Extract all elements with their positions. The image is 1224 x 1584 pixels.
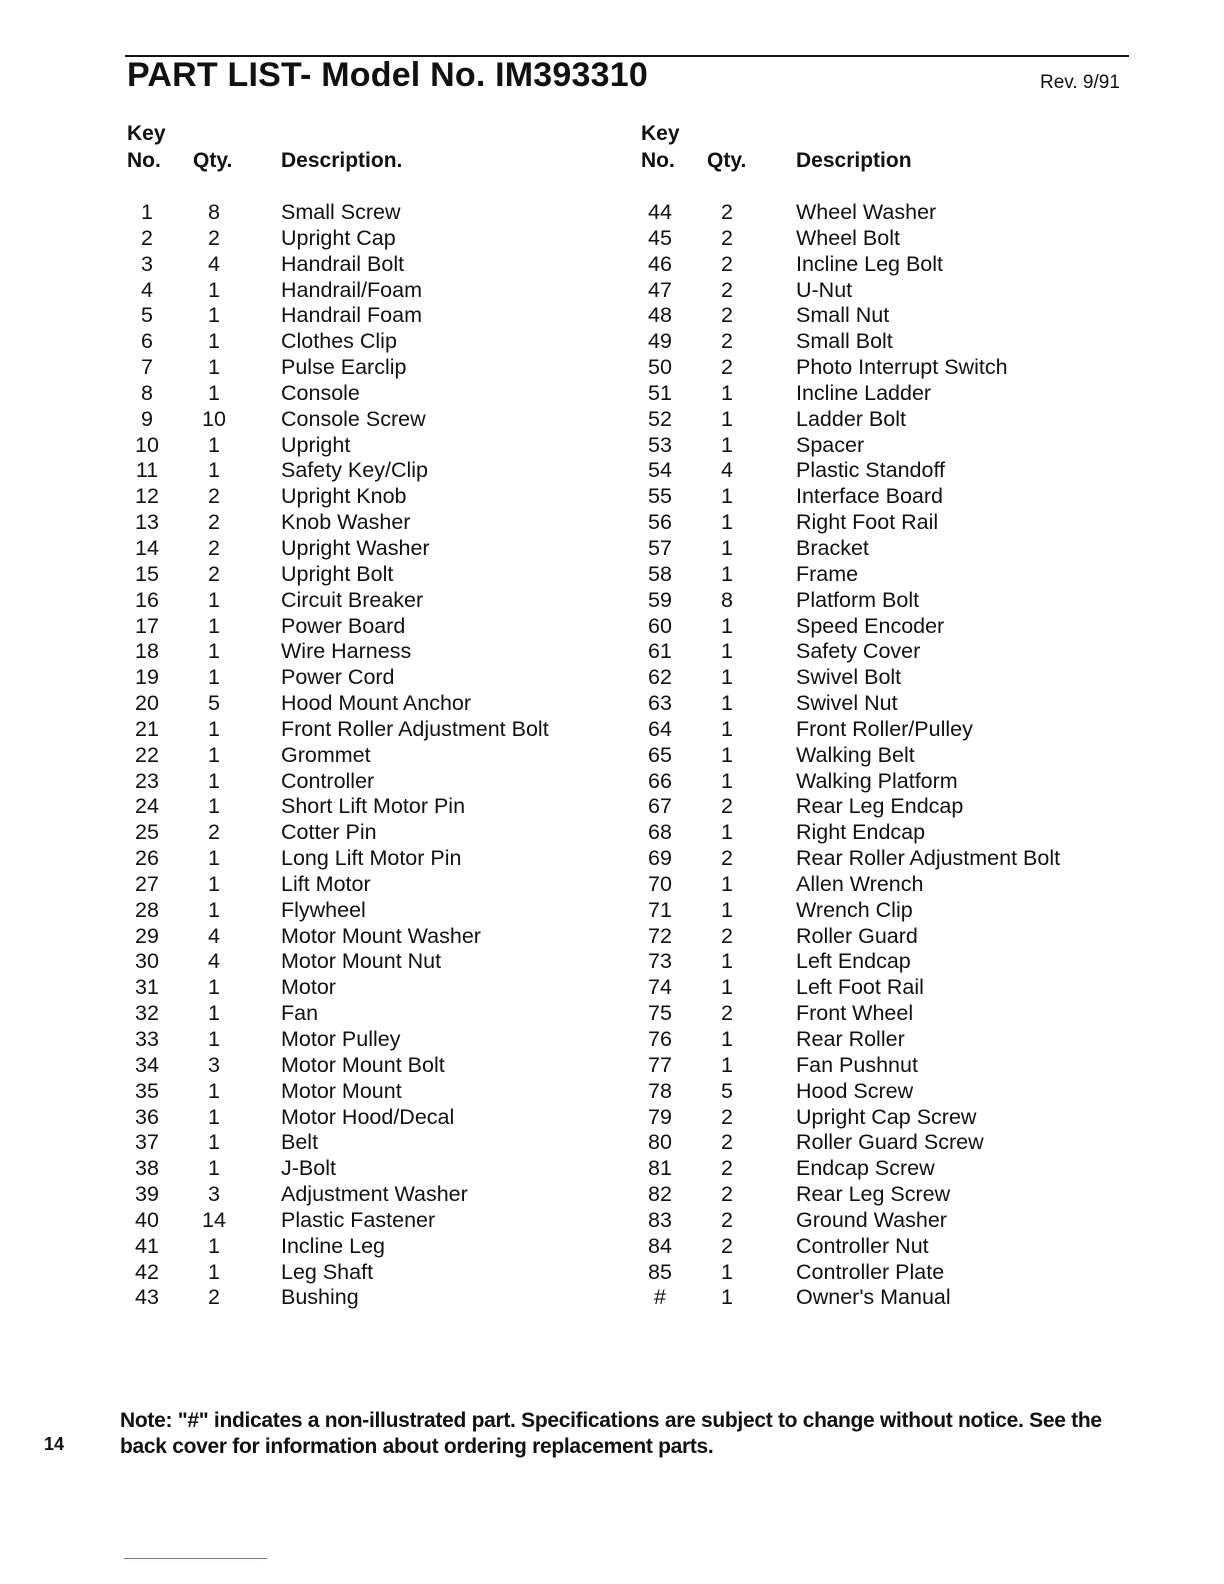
- part-key-no: 46: [648, 251, 672, 276]
- part-description: Motor Mount Nut: [281, 949, 442, 974]
- part-key-no: 38: [135, 1156, 159, 1181]
- part-description: Motor Mount Washer: [281, 923, 481, 948]
- part-key-no: 62: [648, 665, 672, 690]
- part-qty: 1: [208, 303, 220, 328]
- part-qty: 2: [208, 535, 220, 560]
- part-qty: 1: [721, 742, 733, 767]
- part-description: Upright Bolt: [281, 561, 394, 586]
- part-key-no: 31: [135, 975, 159, 1000]
- part-description: Swivel Nut: [796, 691, 898, 716]
- part-description: Hood Mount Anchor: [281, 691, 472, 716]
- part-qty: 1: [208, 639, 220, 664]
- part-qty: 1: [208, 768, 220, 793]
- part-qty: 1: [721, 535, 733, 560]
- part-description: J-Bolt: [281, 1156, 336, 1181]
- part-qty: 1: [208, 458, 220, 483]
- part-qty: 1: [721, 510, 733, 535]
- part-key-no: 9: [141, 406, 153, 431]
- part-key-no: 36: [135, 1104, 159, 1129]
- part-qty: 1: [721, 1259, 733, 1284]
- part-qty: 4: [208, 923, 220, 948]
- part-description: Swivel Bolt: [796, 665, 902, 690]
- part-key-no: 76: [648, 1027, 672, 1051]
- part-key-no: 25: [135, 820, 159, 845]
- part-description: Small Nut: [796, 303, 890, 328]
- part-description: Fan: [281, 1001, 319, 1026]
- part-description: Motor Pulley: [281, 1027, 401, 1051]
- part-qty: 1: [721, 639, 733, 664]
- part-description: Rear Roller Adjustment Bolt: [796, 846, 1061, 871]
- part-key-no: 2: [141, 225, 153, 250]
- part-description: Ladder Bolt: [796, 406, 906, 431]
- part-key-no: 41: [135, 1233, 159, 1258]
- page-number: 14: [44, 1434, 65, 1454]
- part-qty: 1: [208, 1233, 220, 1258]
- part-description: Power Board: [281, 613, 406, 638]
- part-qty: 5: [721, 1078, 733, 1103]
- part-description: Console: [281, 380, 360, 405]
- footer-rule: [124, 1558, 267, 1559]
- part-qty: 1: [721, 949, 733, 974]
- part-key-no: 67: [648, 794, 672, 819]
- part-key-no: 64: [648, 716, 672, 741]
- part-description: Motor Mount: [281, 1078, 402, 1103]
- part-key-no: 12: [135, 484, 159, 509]
- part-key-no: 15: [135, 561, 159, 586]
- part-key-no: 48: [648, 303, 672, 328]
- part-key-no: 24: [135, 794, 159, 819]
- part-description: Upright Cap: [281, 225, 396, 250]
- part-qty: 2: [208, 225, 220, 250]
- part-description: Grommet: [281, 742, 371, 767]
- part-description: Bracket: [796, 535, 869, 560]
- part-description: Left Foot Rail: [796, 975, 924, 1000]
- part-description: Front Wheel: [796, 1001, 914, 1026]
- part-key-no: 79: [648, 1104, 672, 1129]
- part-qty: 1: [208, 742, 220, 767]
- part-description: Safety Cover: [796, 639, 921, 664]
- part-key-no: 81: [648, 1156, 672, 1181]
- part-key-no: 42: [135, 1259, 159, 1284]
- part-qty: 1: [721, 1285, 733, 1310]
- part-qty: 2: [721, 1182, 733, 1207]
- part-key-no: 50: [648, 355, 672, 380]
- part-qty: 1: [208, 329, 220, 354]
- part-key-no: 40: [135, 1207, 159, 1232]
- part-description: Incline Leg Bolt: [796, 251, 944, 276]
- part-description: Safety Key/Clip: [281, 458, 428, 483]
- part-key-no: 13: [135, 510, 159, 535]
- part-qty: 3: [208, 1182, 220, 1207]
- part-qty: 1: [208, 380, 220, 405]
- part-qty: 1: [721, 665, 733, 690]
- part-key-no: 71: [648, 897, 672, 922]
- part-description: Lift Motor: [281, 871, 371, 896]
- part-qty: 8: [721, 587, 733, 612]
- part-description: Cotter Pin: [281, 820, 377, 845]
- part-description: Frame: [796, 561, 859, 586]
- part-description: Small Screw: [281, 200, 401, 224]
- key-no-header: Key No.: [127, 122, 166, 172]
- part-key-no: 77: [648, 1052, 672, 1077]
- part-key-no: 19: [135, 665, 159, 690]
- part-description: Platform Bolt: [796, 587, 920, 612]
- part-key-no: 69: [648, 846, 672, 871]
- part-key-no: 17: [135, 613, 159, 638]
- part-key-no: 30: [135, 949, 159, 974]
- part-description: Handrail Bolt: [281, 251, 405, 276]
- part-qty: 1: [208, 432, 220, 457]
- part-key-no: 83: [648, 1207, 672, 1232]
- part-description: Fan Pushnut: [796, 1052, 918, 1077]
- part-key-no: 33: [135, 1027, 159, 1051]
- part-description: Walking Belt: [796, 742, 915, 767]
- part-description: Circuit Breaker: [281, 587, 424, 612]
- part-key-no: 52: [648, 406, 672, 431]
- part-key-no: 61: [648, 639, 672, 664]
- part-key-no: 16: [135, 587, 159, 612]
- part-description: U-Nut: [796, 277, 853, 302]
- part-description: Flywheel: [281, 897, 366, 922]
- part-qty: 1: [721, 691, 733, 716]
- description-header: Description: [796, 149, 912, 172]
- part-qty: 2: [721, 1156, 733, 1181]
- part-qty: 1: [208, 277, 220, 302]
- part-key-no: 53: [648, 432, 672, 457]
- part-qty: 2: [721, 1207, 733, 1232]
- part-description: Wheel Washer: [796, 200, 937, 224]
- part-qty: 1: [208, 587, 220, 612]
- part-qty: 14: [202, 1207, 226, 1232]
- part-key-no: 35: [135, 1078, 159, 1103]
- part-description: Rear Leg Endcap: [796, 794, 964, 819]
- part-key-no: 32: [135, 1001, 159, 1026]
- part-qty: 1: [721, 484, 733, 509]
- part-description: Handrail Foam: [281, 303, 422, 328]
- part-description: Short Lift Motor Pin: [281, 794, 466, 819]
- part-key-no: #: [654, 1285, 666, 1310]
- part-qty: 1: [208, 1156, 220, 1181]
- part-qty: 1: [208, 665, 220, 690]
- part-key-no: 11: [135, 458, 159, 483]
- part-description: Upright Washer: [281, 535, 430, 560]
- part-qty: 3: [208, 1052, 220, 1077]
- part-key-no: 68: [648, 820, 672, 845]
- part-key-no: 72: [648, 923, 672, 948]
- part-qty: 1: [208, 897, 220, 922]
- part-qty: 2: [721, 1130, 733, 1155]
- part-description: Rear Roller: [796, 1027, 905, 1051]
- part-qty: 1: [208, 871, 220, 896]
- part-key-no: 29: [135, 923, 159, 948]
- part-description: Walking Platform: [796, 768, 958, 793]
- qty-header: Qty.: [193, 149, 233, 172]
- part-qty: 1: [208, 1104, 220, 1129]
- part-qty: 2: [721, 1233, 733, 1258]
- part-qty: 4: [721, 458, 733, 483]
- part-qty: 5: [208, 691, 220, 716]
- part-description: Handrail/Foam: [281, 277, 422, 302]
- part-qty: 1: [208, 1259, 220, 1284]
- part-qty: 2: [721, 200, 733, 224]
- part-qty: 1: [721, 1027, 733, 1051]
- part-key-no: 66: [648, 768, 672, 793]
- part-key-no: 57: [648, 535, 672, 560]
- part-qty: 2: [721, 329, 733, 354]
- part-qty: 2: [721, 846, 733, 871]
- part-description: Controller Plate: [796, 1259, 945, 1284]
- part-qty: 1: [208, 846, 220, 871]
- part-qty: 1: [721, 716, 733, 741]
- part-key-no: 65: [648, 742, 672, 767]
- part-description: Power Cord: [281, 665, 395, 690]
- part-description: Front Roller/Pulley: [796, 716, 973, 741]
- revision-label: Rev. 9/91: [1040, 72, 1120, 93]
- part-key-no: 18: [135, 639, 159, 664]
- part-qty: 2: [208, 510, 220, 535]
- part-qty: 2: [721, 251, 733, 276]
- part-qty: 2: [721, 923, 733, 948]
- part-description: Plastic Standoff: [796, 458, 945, 483]
- part-description: Controller Nut: [796, 1233, 929, 1258]
- qty-header: Qty.: [707, 149, 747, 172]
- part-key-no: 21: [135, 716, 159, 741]
- part-key-no: 20: [135, 691, 159, 716]
- part-key-no: 10: [135, 432, 159, 457]
- part-key-no: 14: [135, 535, 159, 560]
- footnote: Note: "#" indicates a non-illustrated part. Specifications are subject to change without notice. See the back cover for information about ordering replacement parts.: [120, 1409, 1102, 1458]
- part-key-no: 60: [648, 613, 672, 638]
- part-qty: 1: [208, 1078, 220, 1103]
- part-key-no: 80: [648, 1130, 672, 1155]
- part-key-no: 37: [135, 1130, 159, 1155]
- part-qty: 1: [208, 355, 220, 380]
- part-key-no: 47: [648, 277, 672, 302]
- part-description: Interface Board: [796, 484, 944, 509]
- part-description: Leg Shaft: [281, 1259, 374, 1284]
- page-title: PART LIST- Model No. IM393310: [127, 56, 648, 94]
- part-key-no: 84: [648, 1233, 672, 1258]
- part-description: Adjustment Washer: [281, 1182, 468, 1207]
- part-key-no: 73: [648, 949, 672, 974]
- part-qty: 1: [208, 794, 220, 819]
- part-key-no: 56: [648, 510, 672, 535]
- part-description: Upright: [281, 432, 351, 457]
- part-key-no: 49: [648, 329, 672, 354]
- part-qty: 1: [721, 613, 733, 638]
- part-key-no: 23: [135, 768, 159, 793]
- part-qty: 2: [721, 1104, 733, 1129]
- part-description: Right Endcap: [796, 820, 926, 845]
- part-description: Long Lift Motor Pin: [281, 846, 462, 871]
- part-description: Knob Washer: [281, 510, 411, 535]
- part-qty: 1: [721, 1052, 733, 1077]
- part-description: Plastic Fastener: [281, 1207, 436, 1232]
- part-description: Speed Encoder: [796, 613, 945, 638]
- part-qty: 1: [208, 1130, 220, 1155]
- part-description: Ground Washer: [796, 1207, 947, 1232]
- part-description: Controller: [281, 768, 375, 793]
- part-key-no: 55: [648, 484, 672, 509]
- part-key-no: 74: [648, 975, 672, 1000]
- part-qty: 2: [208, 484, 220, 509]
- part-qty: 2: [208, 820, 220, 845]
- part-qty: 2: [208, 1285, 220, 1310]
- part-key-no: 5: [141, 303, 153, 328]
- part-key-no: 6: [141, 329, 153, 354]
- part-key-no: 3: [141, 251, 153, 276]
- part-description: Wrench Clip: [796, 897, 913, 922]
- part-qty: 1: [208, 613, 220, 638]
- part-qty: 1: [208, 716, 220, 741]
- part-qty: 1: [208, 1027, 220, 1051]
- part-qty: 4: [208, 251, 220, 276]
- part-key-no: 22: [135, 742, 159, 767]
- part-key-no: 85: [648, 1259, 672, 1284]
- part-key-no: 43: [135, 1285, 159, 1310]
- part-description: Bushing: [281, 1285, 359, 1310]
- part-key-no: 59: [648, 587, 672, 612]
- part-description: Right Foot Rail: [796, 510, 939, 535]
- part-description: Left Endcap: [796, 949, 911, 974]
- part-qty: 8: [208, 200, 220, 224]
- key-no-header: Key No.: [641, 122, 680, 172]
- part-description: Small Bolt: [796, 329, 893, 354]
- part-qty: 2: [721, 794, 733, 819]
- part-qty: 2: [208, 561, 220, 586]
- part-description: Rear Leg Screw: [796, 1182, 951, 1207]
- part-description: Incline Ladder: [796, 380, 932, 405]
- part-qty: 1: [208, 1001, 220, 1026]
- part-qty: 1: [721, 561, 733, 586]
- description-header: Description.: [281, 149, 403, 172]
- part-key-no: 34: [135, 1052, 159, 1077]
- part-description: Owner's Manual: [796, 1285, 951, 1310]
- part-qty: 1: [721, 871, 733, 896]
- part-key-no: 39: [135, 1182, 159, 1207]
- part-description: Pulse Earclip: [281, 355, 407, 380]
- part-description: Front Roller Adjustment Bolt: [281, 716, 549, 741]
- part-description: Wheel Bolt: [796, 225, 900, 250]
- part-key-no: 51: [648, 380, 672, 405]
- part-qty: 4: [208, 949, 220, 974]
- part-key-no: 1: [141, 200, 153, 224]
- part-qty: 2: [721, 355, 733, 380]
- part-description: Wire Harness: [281, 639, 412, 664]
- part-qty: 2: [721, 1001, 733, 1026]
- part-key-no: 7: [141, 355, 153, 380]
- part-key-no: 27: [135, 871, 159, 896]
- part-key-no: 45: [648, 225, 672, 250]
- part-key-no: 8: [141, 380, 153, 405]
- part-description: Roller Guard Screw: [796, 1130, 984, 1155]
- part-key-no: 44: [648, 200, 672, 224]
- part-description: Motor Hood/Decal: [281, 1104, 455, 1129]
- part-key-no: 58: [648, 561, 672, 586]
- part-qty: 10: [202, 406, 226, 431]
- part-description: Motor: [281, 975, 336, 1000]
- part-qty: 1: [721, 380, 733, 405]
- part-description: Console Screw: [281, 406, 426, 431]
- part-description: Motor Mount Bolt: [281, 1052, 445, 1077]
- part-key-no: 70: [648, 871, 672, 896]
- part-key-no: 4: [141, 277, 153, 302]
- part-key-no: 26: [135, 846, 159, 871]
- part-description: Clothes Clip: [281, 329, 397, 354]
- part-description: Spacer: [796, 432, 865, 457]
- part-key-no: 54: [648, 458, 672, 483]
- part-description: Endcap Screw: [796, 1156, 935, 1181]
- part-qty: 1: [721, 975, 733, 1000]
- part-key-no: 75: [648, 1001, 672, 1026]
- part-key-no: 63: [648, 691, 672, 716]
- part-qty: 1: [721, 897, 733, 922]
- part-qty: 1: [208, 975, 220, 1000]
- part-key-no: 78: [648, 1078, 672, 1103]
- part-qty: 2: [721, 277, 733, 302]
- part-qty: 1: [721, 432, 733, 457]
- part-description: Belt: [281, 1130, 319, 1155]
- part-key-no: 28: [135, 897, 159, 922]
- part-description: Upright Knob: [281, 484, 407, 509]
- part-qty: 2: [721, 225, 733, 250]
- part-description: Photo Interrupt Switch: [796, 355, 1008, 380]
- part-qty: 1: [721, 820, 733, 845]
- part-qty: 1: [721, 768, 733, 793]
- part-description: Roller Guard: [796, 923, 918, 948]
- part-key-no: 82: [648, 1182, 672, 1207]
- part-qty: 2: [721, 303, 733, 328]
- part-description: Allen Wrench: [796, 871, 924, 896]
- part-description: Incline Leg: [281, 1233, 385, 1258]
- part-description: Upright Cap Screw: [796, 1104, 977, 1129]
- part-qty: 1: [721, 406, 733, 431]
- part-description: Hood Screw: [796, 1078, 914, 1103]
